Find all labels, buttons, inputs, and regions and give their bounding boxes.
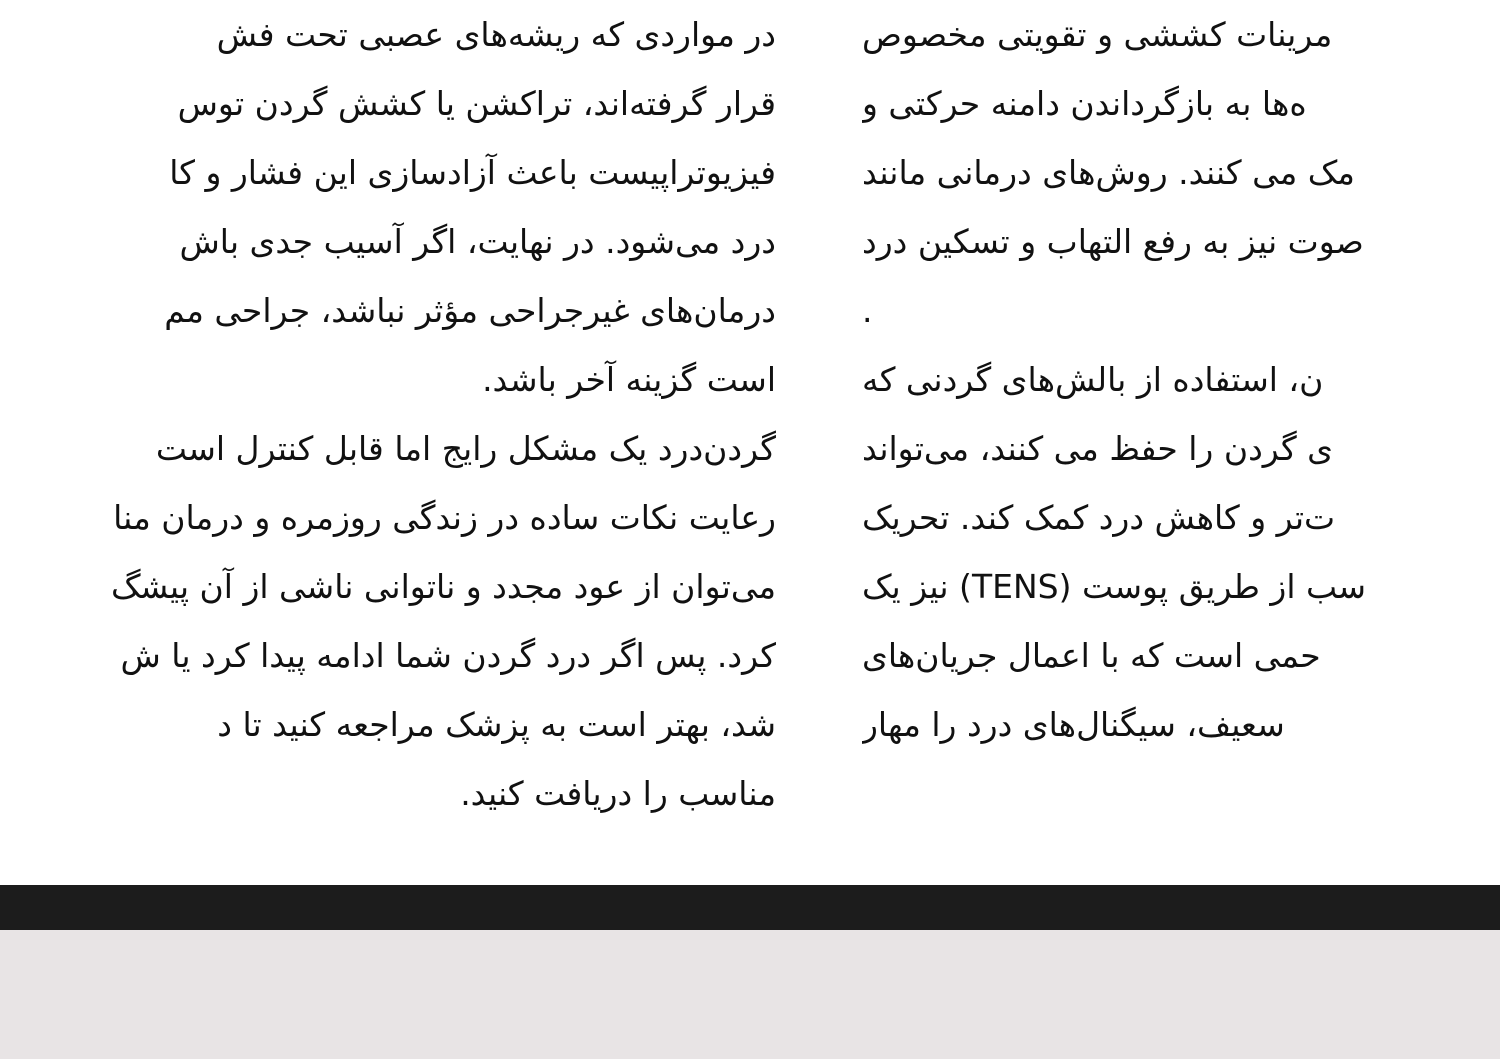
text-line: کرد. پس اگر درد گردن شما ادامه پیدا کرد یا ش [120,636,776,675]
text-line: مناسب را دریافت کنید. [460,774,776,813]
text-line: . [862,291,873,330]
dark-divider-band [0,885,1500,930]
text-line: درمان‌های غیرجراحی مؤثر نباشد، جراحی مم [164,291,776,330]
text-line: فیزیوتراپیست باعث آزادسازی این فشار و کا [169,153,776,192]
text-line: قرار گرفته‌اند، تراکشن یا کشش گردن توس [177,84,776,123]
text-line: می‌توان از عود مجدد و ناتوانی ناشی از آن پیشگ [110,567,776,606]
text-line: ه‌ها به بازگرداندن دامنه حرکتی و [862,84,1307,123]
text-line: حمی است که با اعمال جریان‌های [862,636,1321,675]
text-line: رعایت نکات ساده در زندگی روزمره و درمان منا [113,498,776,537]
text-line: گردن‌درد یک مشکل رایج اما قابل کنترل است [155,429,776,468]
text-line: در مواردی که ریشه‌های عصبی تحت فش [216,15,776,54]
text-line: ی گردن را حفظ می کنند، می‌تواند [862,429,1334,468]
text-line: ت‌تر و کاهش درد کمک کند. تحریک [862,498,1336,537]
footer-grey-area [0,930,1500,1059]
text-line: صوت نیز به رفع التهاب و تسکین درد [862,222,1364,261]
left-text-column [60,0,776,828]
text-line: درد می‌شود. در نهایت، اگر آسیب جدی باش [179,222,776,261]
text-line: شد، بهتر است به پزشک مراجعه کنید تا د [217,705,776,744]
text-line: ن، استفاده از بالش‌های گردنی که [862,360,1324,399]
text-line: سب از طریق پوست (TENS) نیز یک [862,567,1367,606]
text-line: است گزینه آخر باشد. [482,360,776,399]
text-line: مرینات کششی و تقویتی مخصوص [862,15,1333,54]
text-line: سعیف، سیگنال‌های درد را مهار [862,705,1285,744]
text-line: مک می کنند. روش‌های درمانی مانند [862,153,1355,192]
right-text-column [862,0,1500,759]
